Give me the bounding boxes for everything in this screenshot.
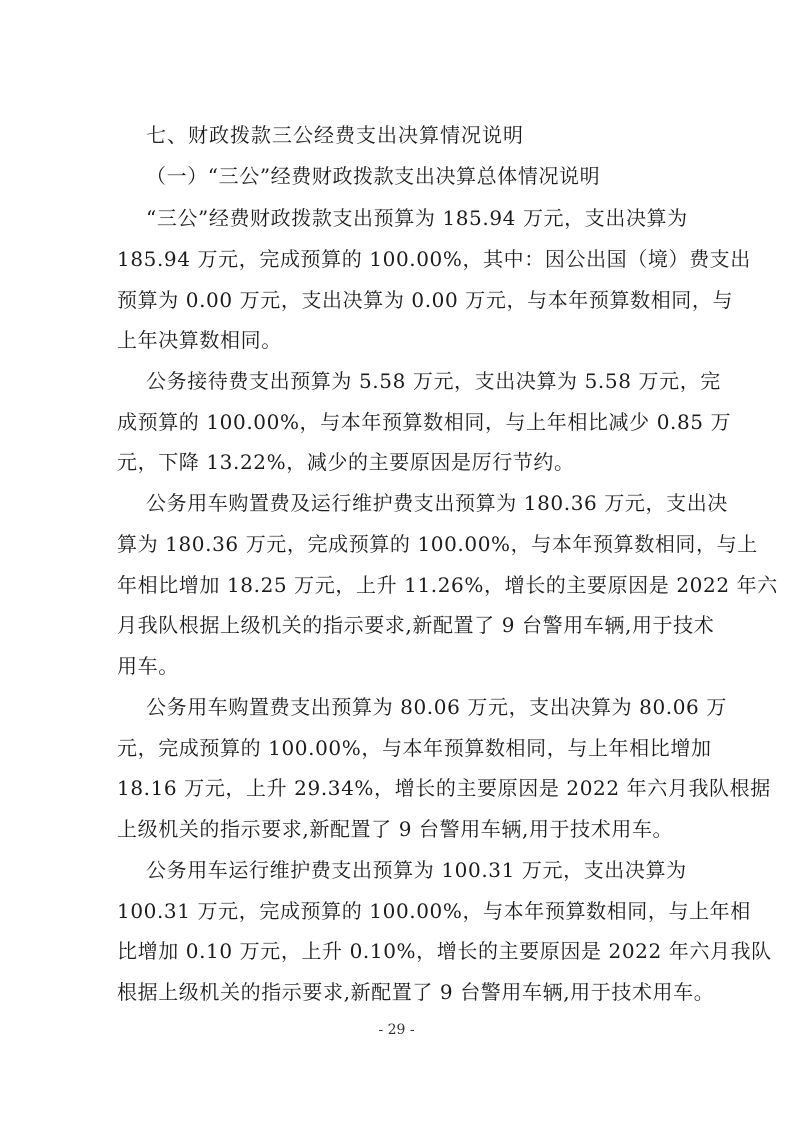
paragraph-line: 公务用车购置费支出预算为 80.06 万元，支出决算为 80.06 万 — [146, 695, 727, 719]
page-number: - 29 - — [378, 1022, 415, 1038]
paragraph-line: 成预算的 100.00%，与本年预算数相同，与上年相比减少 0.85 万 — [117, 410, 732, 434]
paragraph-line: 公务接待费支出预算为 5.58 万元，支出决算为 5.58 万元，完 — [146, 369, 721, 393]
paragraph-line: 月我队根据上级机关的指示要求,新配置了 9 台警用车辆,用于技术 — [117, 613, 715, 637]
paragraph-line: 算为 180.36 万元，完成预算的 100.00%，与本年预算数相同，与上 — [117, 532, 758, 556]
paragraph-line: 公务用车购置费及运行维护费支出预算为 180.36 万元，支出决 — [146, 491, 728, 515]
paragraph-line: 元，完成预算的 100.00%，与本年预算数相同，与上年相比增加 — [117, 736, 712, 760]
paragraph-line: “三公”经费财政拨款支出预算为 185.94 万元，支出决算为 — [146, 206, 688, 230]
paragraph-line: 18.16 万元，上升 29.34%，增长的主要原因是 2022 年六月我队根据 — [117, 776, 771, 800]
paragraph-line: 公务用车运行维护费支出预算为 100.31 万元，支出决算为 — [146, 858, 687, 882]
paragraph-line: 185.94 万元，完成预算的 100.00%，其中：因公出国（境）费支出 — [117, 247, 751, 271]
paragraph-line: 年相比增加 18.25 万元，上升 11.26%，增长的主要原因是 2022 年六 — [117, 573, 778, 597]
paragraph-line: 100.31 万元，完成预算的 100.00%，与本年预算数相同，与上年相 — [117, 899, 751, 923]
paragraph-line: 上年决算数相同。 — [117, 328, 282, 352]
section-title: 七、财政拨款三公经费支出决算情况说明 — [146, 123, 524, 147]
paragraph-line: 用车。 — [117, 654, 179, 678]
paragraph-line: 元，下降 13.22%，减少的主要原因是厉行节约。 — [117, 450, 575, 474]
paragraph-line: 上级机关的指示要求,新配置了 9 台警用车辆,用于技术用车。 — [117, 817, 674, 841]
paragraph-line: 根据上级机关的指示要求,新配置了 9 台警用车辆,用于技术用车。 — [117, 980, 715, 1004]
paragraph-line: 比增加 0.10 万元，上升 0.10%，增长的主要原因是 2022 年六月我队 — [117, 939, 772, 963]
paragraph-line: 预算为 0.00 万元，支出决算为 0.00 万元，与本年预算数相同，与 — [117, 288, 734, 312]
section-subtitle: （一）“三公”经费财政拨款支出决算总体情况说明 — [146, 164, 601, 188]
